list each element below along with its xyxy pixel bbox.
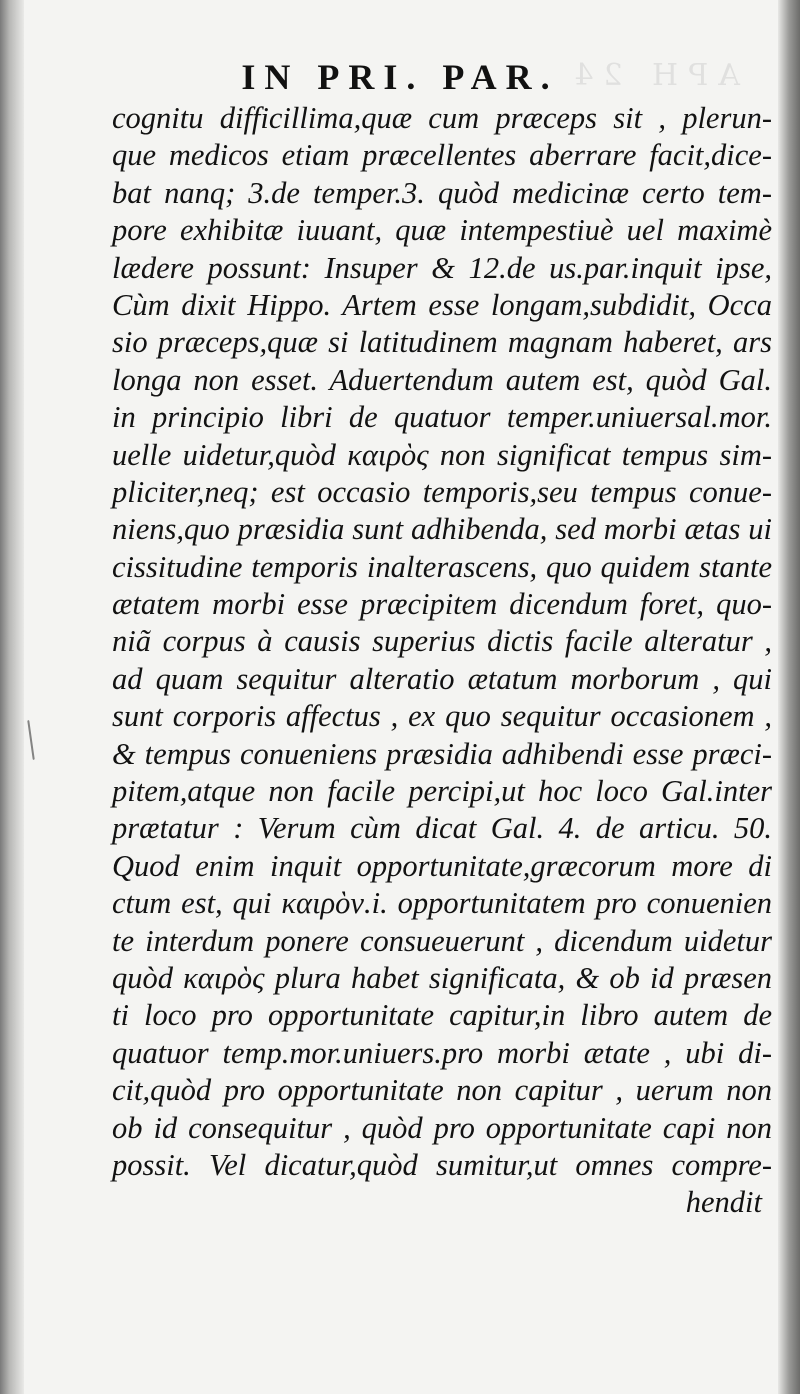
text-line: quatuor temp.mor.uniuers.pro morbi ætate , ubi di-	[112, 1035, 772, 1070]
text-line: uelle uidetur,quòd καιρὸς non significat tempus sim-	[112, 437, 772, 472]
body-text	[112, 100, 772, 1222]
text-line: lædere possunt: Insuper & 12.de us.par.inquit ipse,	[112, 250, 772, 285]
text-line: & tempus conueniens præsidia adhibendi esse præci-	[112, 736, 772, 771]
text-line: Quod enim inquit opportunitate,græcorum more di	[112, 848, 772, 883]
text-line: prætatur : Verum cùm dicat Gal. 4. de articu. 50.	[112, 811, 772, 846]
scan-left-edge	[0, 0, 24, 1394]
text-line: possit. Vel dicatur,quòd sumitur,ut omnes compre-	[112, 1147, 772, 1182]
text-line: ti loco pro opportunitate capitur,in libro autem de	[112, 998, 772, 1033]
text-line: cognitu difficillima,quæ cum præceps sit , plerun-	[112, 101, 772, 135]
text-line: ctum est, qui καιρὸν.i. opportunitatem pro conuenien	[112, 886, 772, 921]
text-line: sio præceps,quæ si latitudinem magnam haberet, ars	[112, 325, 772, 360]
text-line: cissitudine temporis inalterascens, quo quidem stante	[112, 549, 772, 584]
catchword: hendit	[685, 1185, 762, 1220]
running-head: IN PRI. PAR.	[241, 57, 559, 97]
text-line: que medicos etiam præcellentes aberrare facit,dice-	[112, 138, 772, 173]
text-line: ætatem morbi esse præcipitem dicendum foret, quo-	[112, 587, 772, 622]
text-line: cit,quòd pro opportunitate non capitur , uerum non	[112, 1073, 772, 1108]
ink-smudge	[27, 720, 35, 760]
text-line: bat nanq; 3.de temper.3. quòd medicinæ certo tem-	[112, 175, 772, 210]
text-line: sunt corporis affectus , ex quo sequitur occasionem ,	[112, 699, 772, 734]
text-line: longa non esset. Aduertendum autem est, quòd Gal.	[112, 362, 772, 397]
text-line: ad quam sequitur alteratio ætatum morborum , qui	[112, 661, 772, 696]
text-line: te interdum ponere consueuerunt , dicendum uidetur	[112, 923, 772, 958]
text-line: pitem,atque non facile percipi,ut hoc loco Gal.inter	[112, 774, 772, 809]
text-line: niens,quo præsidia sunt adhibenda, sed morbi ætas ui	[112, 512, 772, 547]
text-line: pore exhibitæ iuuant, quæ intempestiuè uel maximè	[112, 213, 772, 248]
text-line: Cùm dixit Hippo. Artem esse longam,subdidit, Occa	[112, 287, 772, 322]
scan-right-edge	[778, 0, 800, 1394]
text-line: pliciter,neq; est occasio temporis,seu tempus conue-	[112, 474, 772, 509]
bleed-through-text: APH 24	[564, 58, 740, 93]
text-line: in principio libri de quatuor temper.uniuersal.mor.	[112, 400, 772, 435]
text-line: niã corpus à causis superius dictis facile alteratur ,	[112, 624, 772, 659]
text-line: quòd καιρὸς plura habet significata, & ob id præsen	[112, 960, 772, 995]
text-line: ob id consequitur , quòd pro opportunitate capi non	[112, 1110, 772, 1145]
